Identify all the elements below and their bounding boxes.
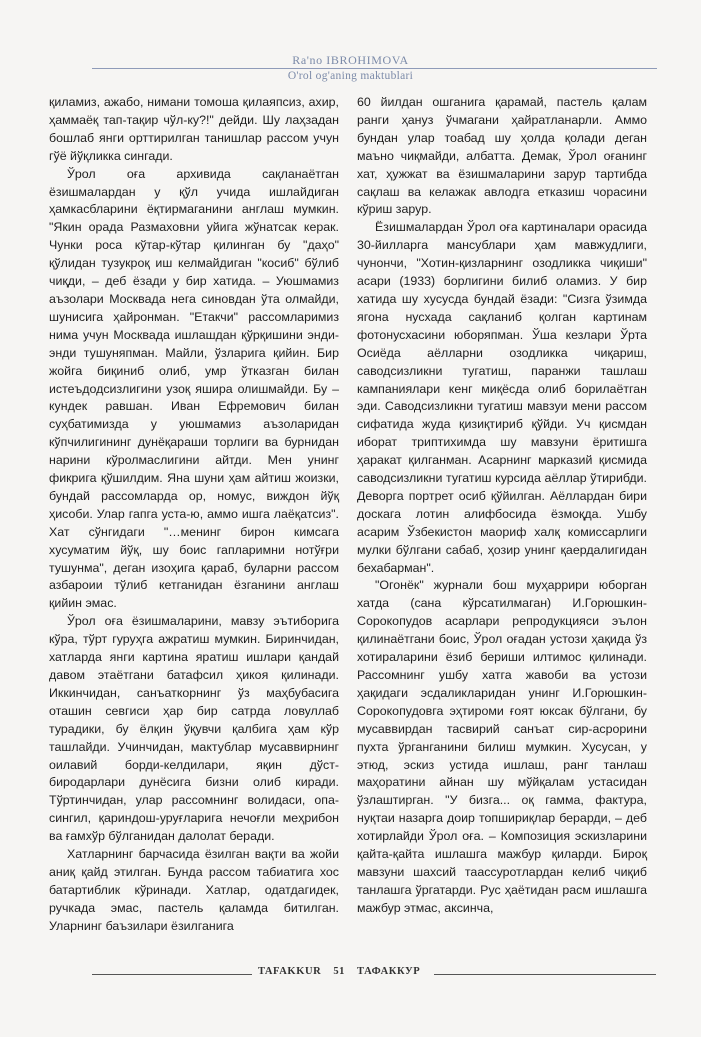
header-rule [92,68,657,69]
paragraph: Ўрол оға ёзишмаларини, мавзу эътиборига кўра, тўрт гуруҳга ажратиш мумкин. Биринчидан, хатларда янги картина яратиш ишлари қандай давом этаётгани батафсил ҳикоя қилинади. Иккинчидан, санъаткорнинг ўз маҳбубасига оташин севгиси ҳар бир сатрда ловуллаб турадики, бу ёлқин ўқувчи қалбига ҳам кўр ташлайди. Учинчидан, мактублар мусаввирнинг оилавий борди-келдилари, яқин дўст-биродарлари дунёсига бизни олиб киради. Тўртинчидан, улар рассомнинг волидаси, опа-сингил, қариндош-уруғларига нечоғли меҳрибон ва ғамхўр бўлганидан далолат беради. [49,614,339,844]
header-author: Ra'no IBROHIMOVA [292,53,409,67]
left-column [49,94,339,936]
right-column [357,94,647,918]
page-number: 51 [333,966,346,977]
footer-text [258,966,432,977]
header-subtitle: O'rol og'aning maktublari [287,70,414,82]
footer-magazine-cyrillic: ТАФАККУР [357,966,421,977]
paragraph: Хатларнинг барчасида ёзилган вақти ва жойи аниқ қайд этилган. Бунда рассом табиатига хос батартиблик кўринади. Хатлар, одатдагидек, ручкада эмас, пастель қаламда битилган. Уларнинг баъзилари ёзилганига [49,847,339,933]
page-footer [0,966,701,982]
paragraph: 60 йилдан ошганига қарамай, пастель қалам ранги ҳануз ўчмагани ҳайратланарли. Аммо бундан улар тоабад шу ҳолда қолади деган маъно чиқмайди, албатта. Демак, Ўрол оғанинг хат, ҳужжат ва ёзишмаларини зарур тартибда сақлаш ва келажак авлодга етказиш чорасини кўриш зарур. [357,95,647,217]
footer-rule-left [92,974,252,975]
footer-magazine-latin: TAFAKKUR [258,966,322,977]
footer-rule-right [434,974,656,975]
paragraph: Ёзишмалардан Ўрол оға картиналари орасида 30-йилларга мансублари ҳам мавжудлиги, чунончи, "Хотин-қизларнинг озодликка чиқиши" асари (1933) борлигини билиб оламиз. У бир хатида шу хусусда бундай ёзади: "Сизга ўзимда ягона нусхада сақланиб қолган картинам фотонусхасини юборяпман. Ўша кезлари Ўрта Осиёда аёлларни озодликка чиқариш, саводсизликни тугатиш, паранжи ташлаш кампаниялари кенг миқёсда олиб борилаётган эди. Саводсизликни тугатиш мавзуи мени рассом сифатида жуда қизиқтириб қўйди. Уч қисмдан иборат триптихимда шу мавзуни ёритишга ҳаракат қилганман. Асарнинг марказий қисмида саводсизликни тугатиш курсида аёллар ўтирибди. Деворга портрет осиб қўйилган. Аёллардан бири доскага лотин алифбосида ёзмоқда. Ушбу асарим Ўзбекистон маориф халқ комиссарлиги мулки бўлгани сабаб, ҳозир унинг қаердалигидан бехабарман". [357,220,647,575]
paragraph: қиламиз, ажабо, нимани томоша қилаяпсиз, ахир, ҳаммаёқ тап-тақир чўл-ку?!" дейди. Шу лаҳзадан бошлаб янги орттирилган танишлар рассом учун гўё йўқликка сингади. [49,95,339,163]
paragraph: "Огонёк" журнали бош муҳаррири юборган хатда (сана кўрсатилмаган) И.Горюшкин-Сорокопудов асарлари репродукцияси эълон қилинаётгани боис, Ўрол оғадан устози ҳақида ўз хотираларини ёзиб бериши илтимос қилинади. Рассомнинг ушбу хатга жавоби ва устози ҳақидаги эсдаликларидан унинг И.Горюшкин-Сорокопудовга эҳтироми ғоят юксак бўлгани, бу мусаввирдан тасвирий санъат сир-асрорини пухта ўрганганини билиш мумкин. Хусусан, у этюд, эскиз устида ишлаш, ранг танлаш маҳоратини айнан шу мўйқалам устасидан ўзлаштирган. "У бизга... оқ гамма, фактура, нуқтаи назарга доир топшириқлар берарди, – деб хотирлайди Ўрол оға. – Композиция эскизларини қайта-қайта ишлашга мажбур қиларди. Бироқ мавзуни шахсий таассуротлардан келиб чиқиб танлашга ўргатарди. Рус ҳаётидан расм ишлашга мажбур этмас, аксинча, [357,578,647,915]
running-header [0,53,701,82]
paragraph: Ўрол оға архивида сақланаётган ёзишмалардан у қўл учида ишлайдиган ҳамкасбларини ёқтирмаганини англаш мумкин. "Якин орада Размаховни уйига жўнатсак керак. Чунки роса кўтар-кўтар қилинган бу "даҳо" қўлидан тузукроқ иш келмайдиган "косиб" бўлиб чиқди, – деб ёзади у бир хатида. – Уюшмамиз аъзолари Москвада нега синовдан ўта олмайди, шунисига ҳайронман. "Етакчи" рассомларимиз нима учун Москвада ишлашдан қўрқишини энди-энди тушуняпман. Майли, ўзларига қийин. Бир жойга биқиниб олиб, умр ўтказган билан истеъдодсизлигини узоқ яшира олишмайди. Бу – кундек равшан. Иван Ефремович билан суҳбатимизда у уюшмамиз аъзоларидан кўпчилигининг дунёқараши торлиги ва бурнидан нарини кўролмаслигини айтди. Мен унинг фикрига қўшилдим. Яна шуни ҳам айтиш жоизки, бундай рассомларда ор, номус, виждон йўқ ҳисоби. Улар гапга уста-ю, аммо ишга лаёқатсиз". Хат сўнгидаги "…менинг бирон кимсага хусуматим йўқ, шу боис гапларимни нотўғри тушунма", деган изоҳига қараб, буларни рассом азбароии тўлиб кетганидан ёзганини англаш қийин эмас. [49,166,339,611]
